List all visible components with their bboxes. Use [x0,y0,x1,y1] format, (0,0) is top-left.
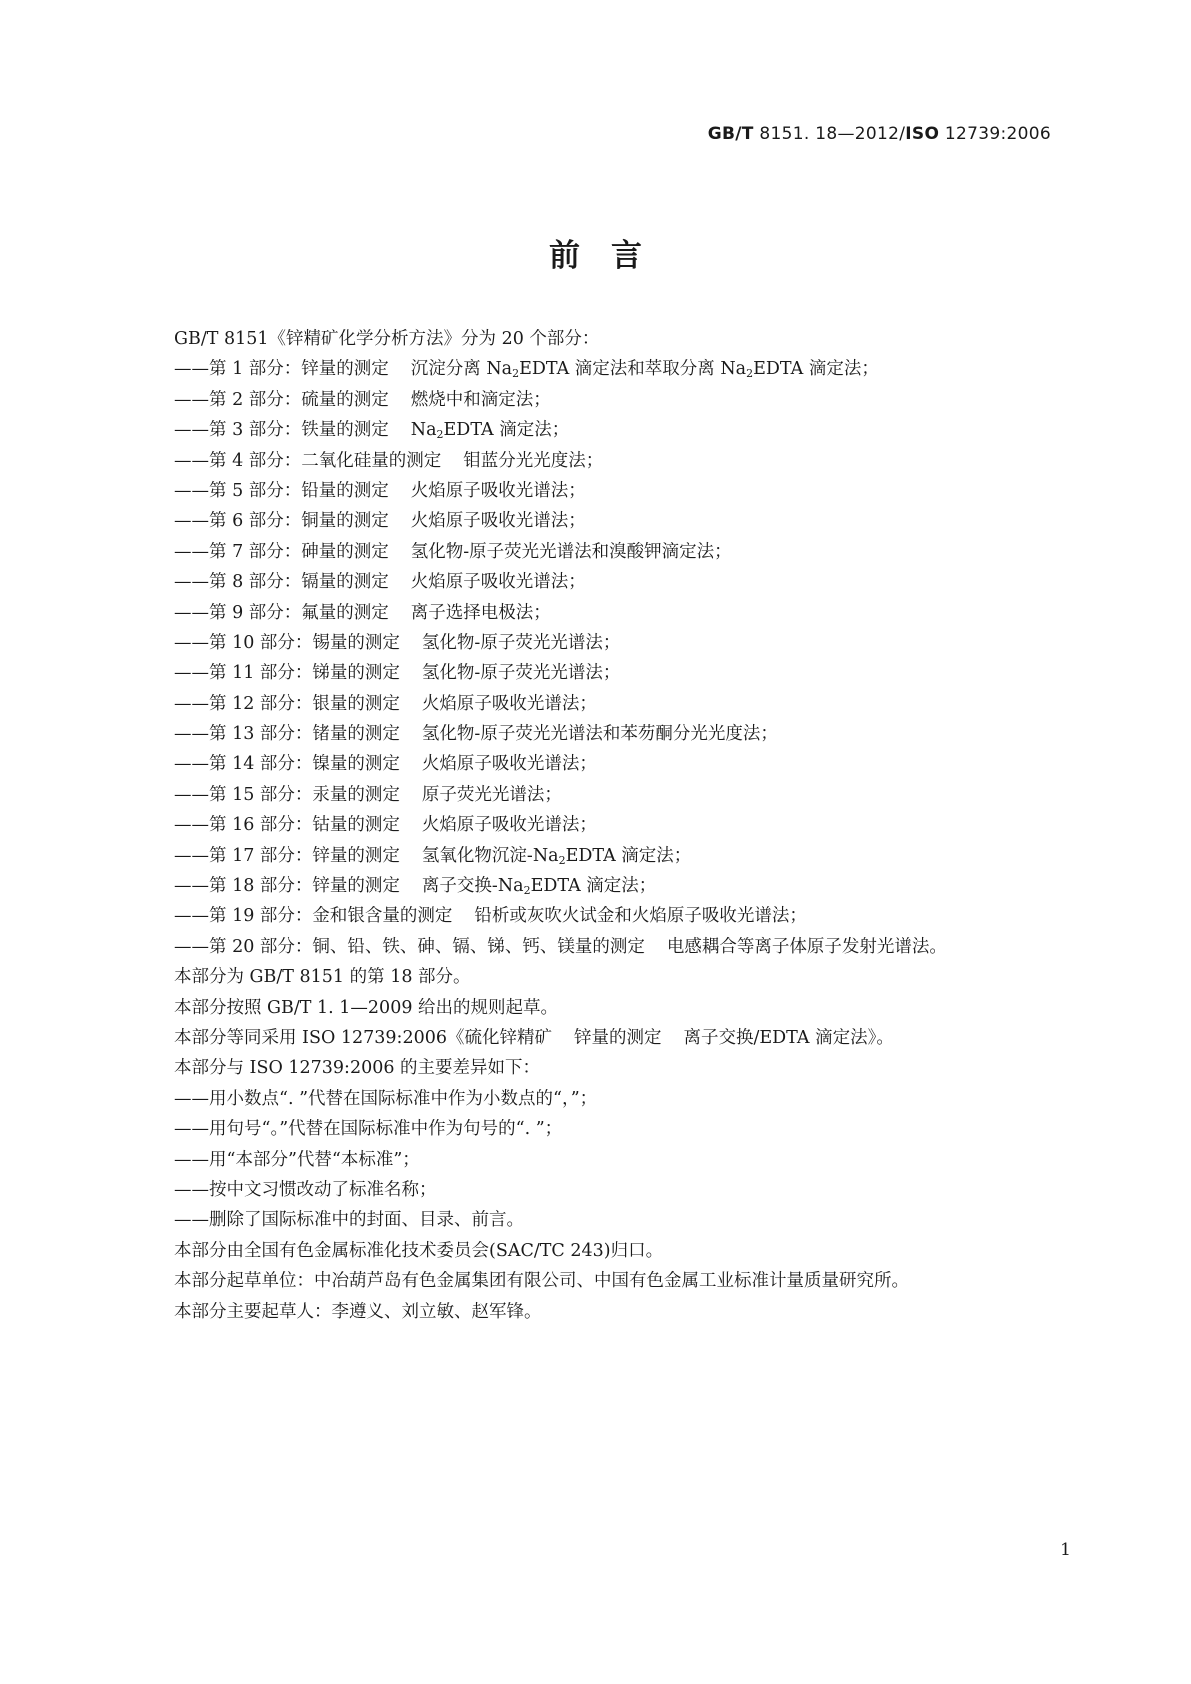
paragraph-scope: 本部分为 GB/T 8151 的第 18 部分。 [174,967,471,988]
part-item: ——第 5 部分：铅量的测定 火焰原子吸收光谱法； [174,480,586,501]
part-item: ——第 9 部分：氟量的测定 离子选择电极法； [174,602,551,623]
intro-paragraph: GB/T 8151《锌精矿化学分析方法》分为 20 个部分： [174,329,600,349]
part-item: ——第 3 部分：铁量的测定 $Na_2EDTA$ 滴定法； [174,420,570,442]
part-item: ——第 17 部分：锌量的测定 氢氧化物沉淀$-Na_2EDTA$ 滴定法； [174,845,692,867]
iso-number-text: 12739:2006 [939,124,1051,144]
paragraph-committee: 本部分由全国有色金属标准化技术委员会(SAC/TC 243)归口。 [174,1240,664,1261]
standard-prefix: GB/T [707,124,754,144]
part-item: ——第 2 部分：硫量的测定 燃烧中和滴定法； [174,389,551,410]
standard-number-text: 8151. 18—2012/ [753,124,906,144]
paragraph-adoption: 本部分等同采用 ISO 12739:2006《硫化锌精矿 锌量的测定 离子交换/EDTA 滴定法》。 [174,1027,894,1048]
part-item: ——第 6 部分：铜量的测定 火焰原子吸收光谱法； [174,511,586,532]
part-item: ——第 7 部分：砷量的测定 氢化物-原子荧光光谱法和溴酸钾滴定法； [174,541,732,562]
standard-number [708,124,1051,144]
part-item: ——第 10 部分：锡量的测定 氢化物-原子荧光光谱法； [174,632,621,653]
paragraph-drafting-units: 本部分起草单位：中冶葫芦岛有色金属集团有限公司、中国有色金属工业标准计量质量研究所。 [174,1271,909,1292]
part-item: ——第 14 部分：镍量的测定 火焰原子吸收光谱法； [174,754,597,775]
part-item: ——第 11 部分：锑量的测定 氢化物-原子荧光光谱法； [174,663,621,684]
part-item: ——第 18 部分：锌量的测定 离子交换$-Na_2EDTA$ 滴定法； [174,876,657,898]
page-number: 1 [1060,1540,1071,1560]
part-item: ——第 13 部分：锗量的测定 氢化物-原子荧光光谱法和苯芴酮分光光度法； [174,724,778,745]
part-item: ——第 8 部分：镉量的测定 火焰原子吸收光谱法； [174,572,586,593]
paragraph-drafting-rules: 本部分按照 GB/T 1. 1—2009 给出的规则起草。 [174,997,559,1018]
difference-item: ——用小数点“. ”代替在国际标准中作为小数点的“，”； [174,1088,598,1109]
part-item: ——第 19 部分：金和银含量的测定 铅析或灰吹火试金和火焰原子吸收光谱法； [174,906,807,927]
page-title: 前 言 [549,238,642,274]
part-item: ——第 15 部分：汞量的测定 原子荧光光谱法； [174,784,562,805]
difference-item: ——按中文习惯改动了标准名称； [174,1179,437,1200]
difference-item: ——用句号“。”代替在国际标准中作为句号的“. ”； [174,1119,563,1140]
part-item: ——第 4 部分：二氧化硅量的测定 钼蓝分光光度法； [174,450,604,471]
part-item: ——第 12 部分：银量的测定 火焰原子吸收光谱法； [174,693,597,714]
part-item: ——第 20 部分：铜、铅、铁、砷、镉、锑、钙、镁量的测定 电感耦合等离子体原子发射光谱法。 [174,936,947,957]
foreword-body [174,324,1054,1327]
paragraph-differences: 本部分与 ISO 12739:2006 的主要差异如下： [174,1058,541,1079]
iso-prefix: ISO [905,124,940,144]
paragraph-drafters: 本部分主要起草人：李遵义、刘立敏、赵军锋。 [174,1301,542,1322]
difference-item: ——删除了国际标准中的封面、目录、前言。 [174,1210,524,1231]
part-item: ——第 16 部分：钴量的测定 火焰原子吸收光谱法； [174,815,597,836]
part-item: ——第 1 部分：锌量的测定 沉淀分离 $Na_2EDTA$ 滴定法和萃取分离 $Na_2EDTA$ 滴定法； [174,359,879,381]
difference-item: ——用“本部分”代替“本标准”； [174,1149,420,1170]
